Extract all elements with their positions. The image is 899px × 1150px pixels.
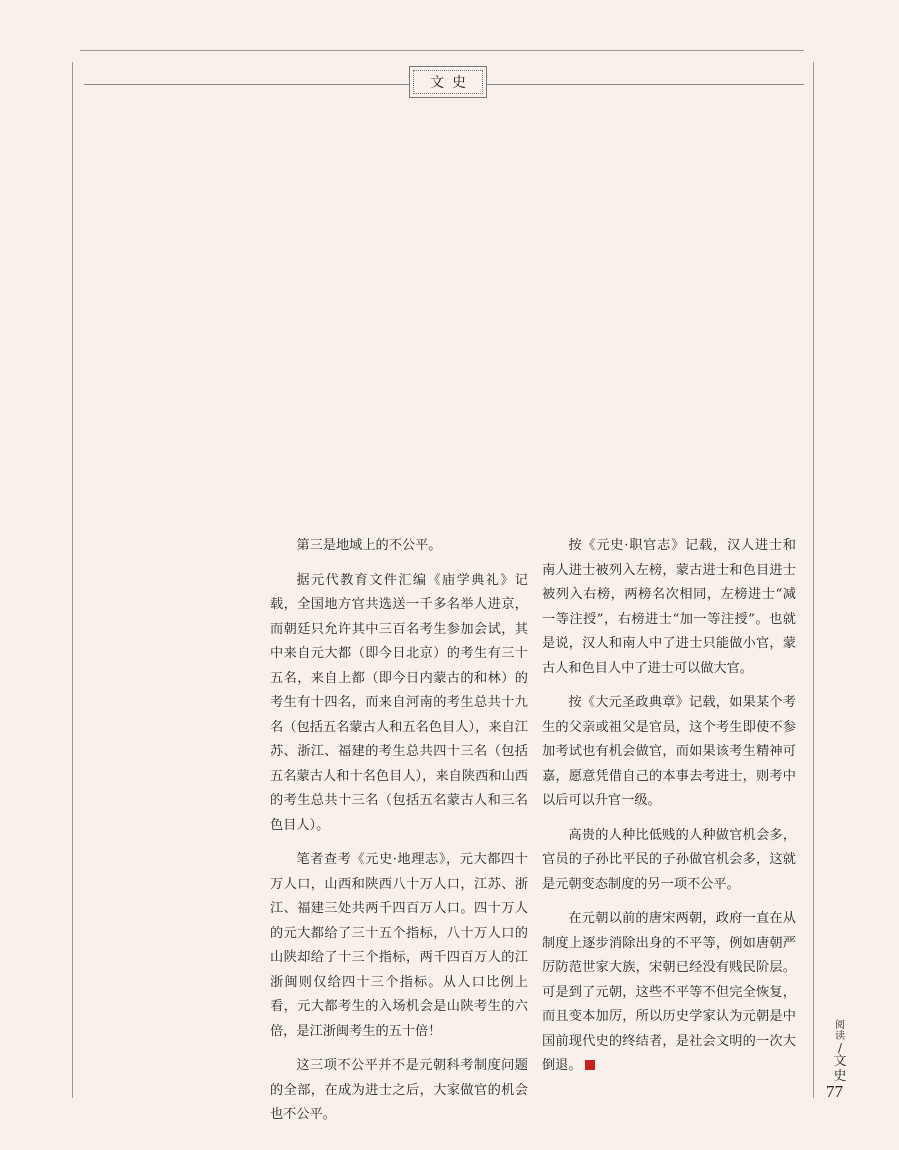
footer-char: 文 xyxy=(833,1054,847,1069)
paragraph: 按《大元圣政典章》记载，如果某个考生的父亲或祖父是官员，这个考生即使不参加考试也有机会做官，而如果该考生精神可嘉，愿意凭借自己的本事去考进士，则考中以后可以升官一级。 xyxy=(542,695,796,808)
page-number: 77 xyxy=(826,1082,843,1101)
paragraph-text: 在元朝以前的唐宋两朝，政府一直在从制度上逐步消除出身的不平等，例如唐朝严厉防范世家大族，宋朝已经没有贱民阶层。可是到了元朝，这些不平等不但完全恢复，而且变本加厉，所以历史学家认为元朝是中国前现代史的终结者，是社会文明的一次大倒退。 xyxy=(542,911,796,1073)
paragraph: 高贵的人种比低贱的人种做官机会多，官员的子孙比平民的子孙做官机会多，这就是元朝变态制度的另一项不公平。 xyxy=(542,827,796,892)
left-text-column xyxy=(270,534,528,1138)
paragraph: 笔者查考《元史·地理志》，元大都四十万人口，山西和陕西八十万人口，江苏、浙江、福建三处共两千四百万人口。四十万人的元大都给了三十五个指标，八十万人口的山陕却给了十三个指标，两千四百万人的江浙闽则仅给四十三个指标。从人口比例上看，元大都考生的入场机会是山陕考生的六倍，是江浙闽考生的五十倍！ xyxy=(270,852,528,1039)
magazine-name xyxy=(835,1020,845,1042)
footer-char: 读 xyxy=(835,1031,845,1042)
right-text-column xyxy=(542,534,796,1089)
left-margin-rule xyxy=(72,62,73,1098)
right-margin-rule xyxy=(813,62,814,1098)
footer-section-name xyxy=(833,1054,846,1084)
section-badge-label: 文史 xyxy=(413,70,483,94)
paragraph: 按《元史·职官志》记载，汉人进士和南人进士被列入左榜，蒙古进士和色目进士被列入右榜，两榜名次相同，左榜进士“减一等注授”，右榜进士“加一等注授”。也就是说，汉人和南人中了进士只能做小官，蒙古人和色目人中了进士可以做大官。 xyxy=(542,538,796,676)
footer-char: 史 xyxy=(833,1069,847,1084)
paragraph: 这三项不公平并不是元朝科考制度问题的全部，在成为进士之后，大家做官的机会也不公平。 xyxy=(270,1058,528,1122)
top-rule xyxy=(80,50,804,51)
end-mark-icon xyxy=(585,1060,595,1070)
section-badge xyxy=(409,66,487,98)
slash-divider: / xyxy=(837,1041,843,1055)
paragraph-last xyxy=(542,907,796,1079)
running-footer xyxy=(831,1020,849,1084)
footer-char: 阅 xyxy=(835,1020,845,1031)
paragraph: 据元代教育文件汇编《庙学典礼》记载，全国地方官共选送一千多名举人进京，而朝廷只允许其中三百名考生参加会试，其中来自元大都（即今日北京）的考生有三十五名，来自上都（即今日内蒙古的和林）的考生有十四名，而来自河南的考生总共十九名（包括五名蒙古人和五名色目人），来自江苏、浙江、福建的考生总共四十三名（包括五名蒙古人和十名色目人），来自陕西和山西的考生总共十三名（包括五名蒙古人和三名色目人）。 xyxy=(270,572,528,833)
paragraph: 第三是地域上的不公平。 xyxy=(296,538,442,553)
